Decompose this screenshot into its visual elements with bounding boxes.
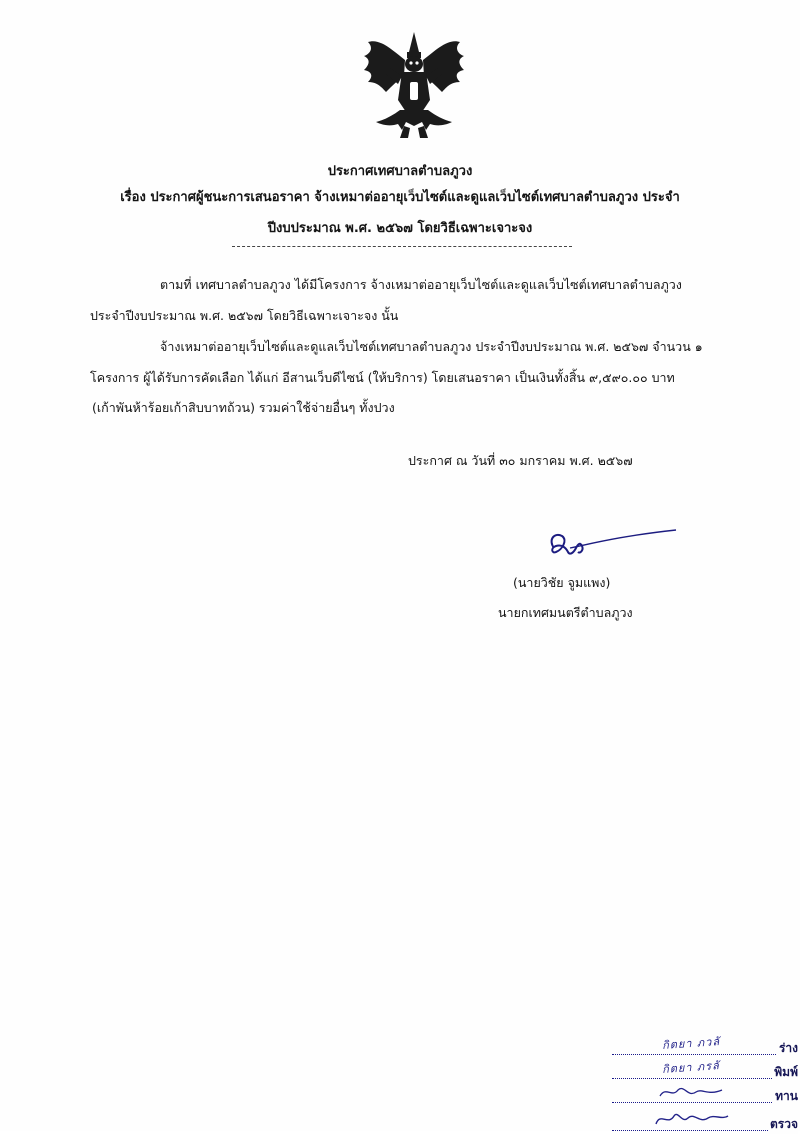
initials-row-check (612, 1110, 798, 1131)
initials-signature-scribble (652, 1106, 732, 1130)
paragraph-2-line-1: จ้างเหมาต่ออายุเว็บไซต์และดูแลเว็บไซต์เทศบาลตำบลภูวง ประจำปีงบประมาณ พ.ศ. ๒๕๖๗ จำนวน ๑ (160, 339, 703, 354)
paragraph-2-line-2: โครงการ ผู้ได้รับการคัดเลือก ได้แก่ อีสานเว็บดีไซน์ (ให้บริการ) โดยเสนอราคา เป็นเงินทั้งสิ้น ๙,๕๙๐.๐๐ บาท (90, 370, 675, 385)
initials-row-typed (612, 1058, 798, 1079)
paragraph-1-line-1: ตามที่ เทศบาลตำบลภูวง ได้มีโครงการ จ้างเหมาต่ออายุเว็บไซต์และดูแลเว็บไซต์เทศบาลตำบลภูวง (160, 277, 682, 292)
paragraph-1-line-2: ประจำปีงบประมาณ พ.ศ. ๒๕๖๗ โดยวิธีเฉพาะเจาะจง นั้น (90, 308, 399, 323)
garuda-emblem-icon (362, 30, 466, 140)
separator-rule (232, 246, 572, 247)
handwritten-signature (540, 518, 680, 568)
subject-line-2: ปีงบประมาณ พ.ศ. ๒๕๖๗ โดยวิธีเฉพาะเจาะจง (267, 221, 533, 236)
paragraph-2-line-3: (เก้าพันห้าร้อยเก้าสิบบาทถ้วน) รวมค่าใช้จ่ายอื่นๆ ทั้งปวง (92, 400, 395, 415)
initials-row-draft (612, 1034, 798, 1055)
initials-label-proofread: ทาน (773, 1087, 798, 1106)
subject-line-1: เรื่อง ประกาศผู้ชนะการเสนอราคา จ้างเหมาต่ออายุเว็บไซต์และดูแลเว็บไซต์เทศบาลตำบลภูวง ประจำ (120, 190, 680, 205)
initials-label-check: ตรวจ (768, 1115, 798, 1134)
signatory-name: (นายวิชัย จูมแพง) (513, 575, 611, 590)
initials-label-typed: พิมพ์ (772, 1063, 798, 1082)
signatory-position: นายกเทศมนตรีตำบลภูวง (498, 605, 633, 620)
initials-scrawl: กิตยา ภวลั (661, 1034, 721, 1053)
announcement-date: ประกาศ ณ วันที่ ๓๐ มกราคม พ.ศ. ๒๕๖๗ (408, 453, 633, 468)
initials-label-draft: ร่าง (777, 1039, 798, 1058)
initials-approval-block (612, 1008, 800, 1131)
initials-scrawl: กิตยา ภรลั (661, 1058, 721, 1076)
initials-signature-scribble (656, 1082, 726, 1102)
announcement-title: ประกาศเทศบาลตำบลภูวง (327, 164, 473, 179)
initials-row-proofread (612, 1082, 798, 1103)
